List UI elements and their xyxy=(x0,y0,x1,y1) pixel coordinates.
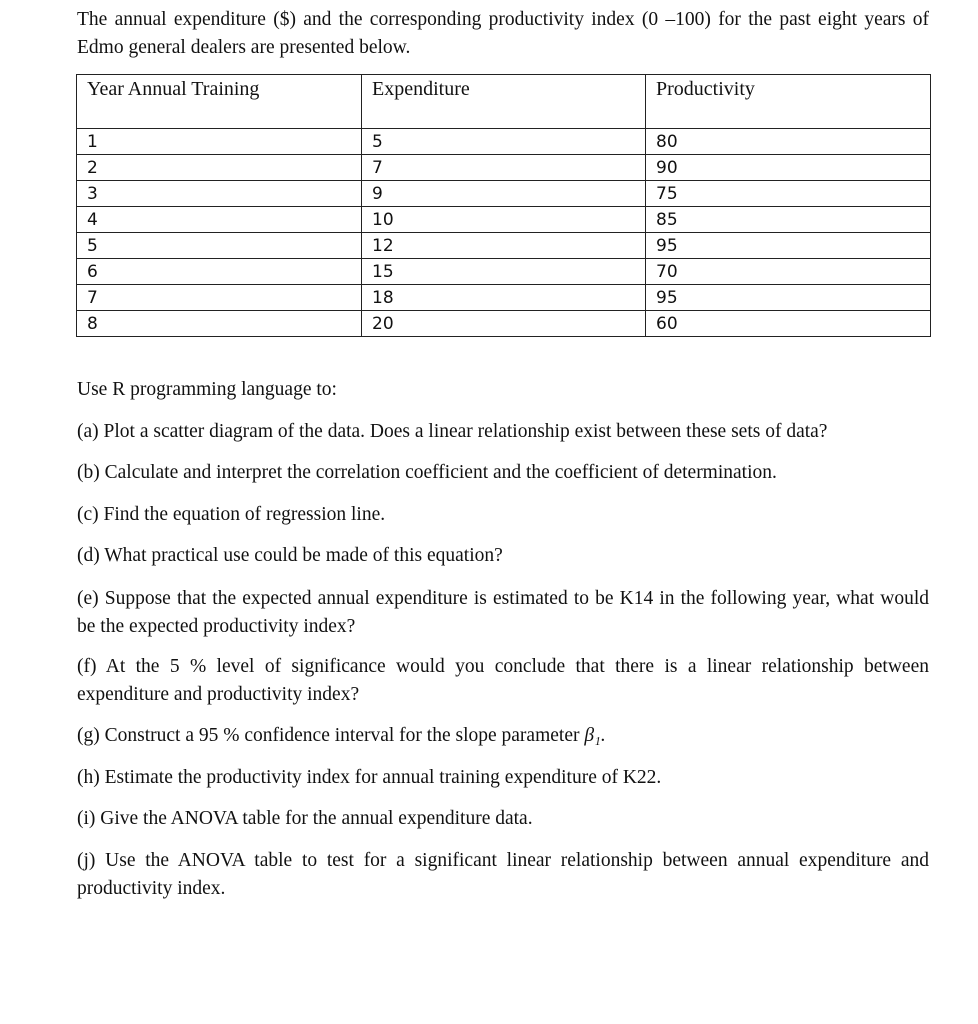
question-e: (e) Suppose that the expected annual expenditure is estimated to be K14 in the following year, what would be the expected productivity index? xyxy=(77,588,929,637)
cell-productivity: 80 xyxy=(646,129,931,155)
table-row xyxy=(77,155,931,181)
beta-one-symbol: β₁. xyxy=(584,725,606,746)
question-a: (a) Plot a scatter diagram of the data. Does a linear relationship exist between these sets of data? xyxy=(77,421,828,442)
cell-year: 6 xyxy=(77,259,362,285)
cell-productivity: 60 xyxy=(646,311,931,337)
cell-year: 2 xyxy=(77,155,362,181)
data-table xyxy=(76,74,931,337)
cell-expenditure: 12 xyxy=(362,233,646,259)
header-year: Year Annual Training xyxy=(77,75,362,129)
table-header-row xyxy=(77,75,931,129)
cell-productivity: 95 xyxy=(646,285,931,311)
table-row xyxy=(77,129,931,155)
cell-year: 3 xyxy=(77,181,362,207)
instructions-lead: Use R programming language to: xyxy=(77,379,337,400)
question-g-text: (g) Construct a 95 % confidence interval for the slope parameter xyxy=(77,725,580,746)
table-row xyxy=(77,207,931,233)
cell-productivity: 95 xyxy=(646,233,931,259)
cell-expenditure: 9 xyxy=(362,181,646,207)
cell-expenditure: 20 xyxy=(362,311,646,337)
cell-year: 5 xyxy=(77,233,362,259)
cell-productivity: 90 xyxy=(646,155,931,181)
header-productivity: Productivity xyxy=(646,75,931,129)
header-expenditure: Expenditure xyxy=(362,75,646,129)
cell-productivity: 75 xyxy=(646,181,931,207)
cell-productivity: 85 xyxy=(646,207,931,233)
cell-expenditure: 7 xyxy=(362,155,646,181)
cell-productivity: 70 xyxy=(646,259,931,285)
table-row xyxy=(77,311,931,337)
question-j: (j) Use the ANOVA table to test for a significant linear relationship between annual expenditure and productivity index. xyxy=(77,850,929,899)
question-h: (h) Estimate the productivity index for annual training expenditure of K22. xyxy=(77,767,662,788)
table-row xyxy=(77,259,931,285)
cell-year: 7 xyxy=(77,285,362,311)
cell-expenditure: 10 xyxy=(362,207,646,233)
table-row xyxy=(77,181,931,207)
question-b: (b) Calculate and interpret the correlation coefficient and the coefficient of determination. xyxy=(77,462,777,483)
cell-expenditure: 15 xyxy=(362,259,646,285)
cell-expenditure: 5 xyxy=(362,129,646,155)
question-d: (d) What practical use could be made of this equation? xyxy=(77,545,503,566)
cell-expenditure: 18 xyxy=(362,285,646,311)
cell-year: 8 xyxy=(77,311,362,337)
table-row xyxy=(77,233,931,259)
question-c: (c) Find the equation of regression line. xyxy=(77,504,386,525)
cell-year: 1 xyxy=(77,129,362,155)
intro-paragraph: The annual expenditure ($) and the corresponding productivity index (0 –100) for the past eight years of Edmo general dealers are presented below. xyxy=(77,9,929,58)
question-f: (f) At the 5 % level of significance would you conclude that there is a linear relationship between expenditure and productivity index? xyxy=(77,656,929,705)
cell-year: 4 xyxy=(77,207,362,233)
question-g xyxy=(77,722,929,750)
table-row xyxy=(77,285,931,311)
question-i: (i) Give the ANOVA table for the annual expenditure data. xyxy=(77,808,533,829)
